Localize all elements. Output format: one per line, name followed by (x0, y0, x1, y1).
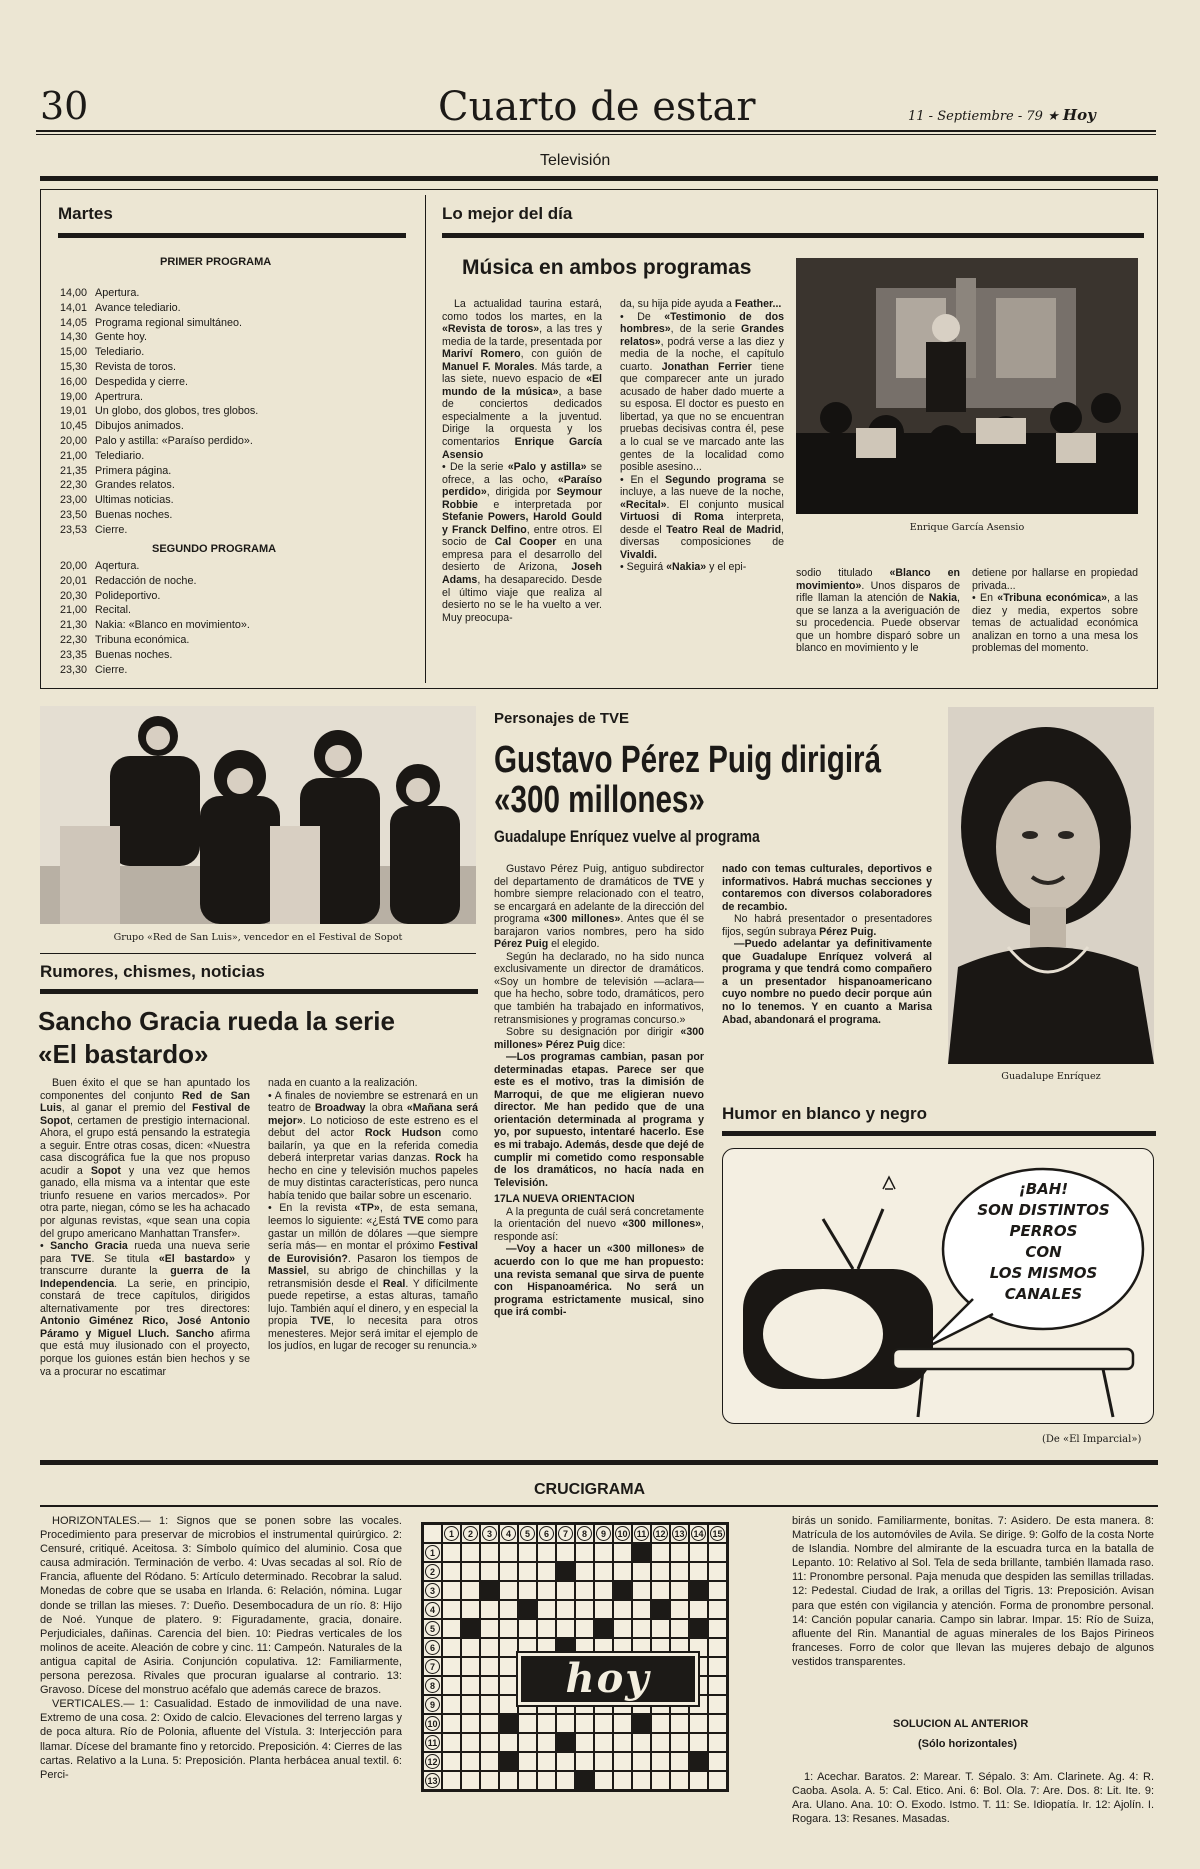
list-item: 20,30 Polideportivo. (60, 589, 161, 602)
header-date (908, 106, 1096, 124)
cartoon-bubble: ¡BAH! SON DISTINTOS PERROS CON LOS MISMOS CANALES (977, 1180, 1110, 1303)
list-item: 22,30 Tribuna económica. (60, 633, 190, 646)
list-item: 21,30 Nakia: «Blanco en movimiento». (60, 619, 250, 632)
best-col-3: sodio titulado «Blanco en movimiento». Unos disparos de rifle llaman la atención de Nakia, que se lanza a la averiguación de su procedencia. Puede observar que un hombre disparó sobre un blanco en movimiento y le (796, 567, 960, 655)
list-item: 15,00 Telediario. (60, 346, 145, 359)
list-item: 22,30 Grandes relatos. (60, 479, 175, 492)
best-heading: Lo mejor del día (442, 204, 573, 223)
section-title: Cuarto de estar (438, 84, 756, 130)
band-photo (40, 706, 476, 924)
guadalupe-image (948, 707, 1154, 1064)
list-item: 16,00 Despedida y cierre. (60, 375, 189, 388)
cartoon-box (722, 1148, 1154, 1424)
personajes-kicker: Personajes de TVE (494, 710, 630, 727)
list-item: 14,01 Avance telediario. (60, 301, 181, 314)
star-icon: ★ (1047, 109, 1059, 124)
personajes-headline (494, 740, 944, 820)
date-text: 11 - Septiembre - 79 (908, 109, 1043, 124)
list-item: 14,30 Gente hoy. (60, 331, 148, 344)
first-program-title: PRIMER PROGRAMA (160, 256, 272, 268)
rumores-heading: Rumores, chismes, noticias (40, 962, 265, 981)
orchestra-image (796, 258, 1138, 514)
solution-text: 1: Acechar. Baratos. 2: Marear. T. Sépalo. 3: Am. Clarinete. Ag. 4: R. Caoba. Asola. A. 5: Cal. Etico. Ani. 6: Bol. Ola. 7: Are. Dos. 8: Lit. Ite. 9: Ara. Ulano. Ana. 10: O. Exodo. Istmo. T. 11: Se. Idiopatía. Ir. 12: Ajolín. I. Rogara. 13: Resanes. Masadas. (792, 1771, 1154, 1826)
paper-logo: Hoy (1062, 106, 1096, 124)
list-item: 23,00 Ultimas noticias. (60, 494, 174, 507)
solution-subtitle: (Sólo horizontales) (918, 1738, 1017, 1750)
list-item: 21,00 Recital. (60, 604, 132, 617)
list-item: 23,30 Cierre. (60, 663, 128, 676)
subsection-label: Televisión (540, 152, 611, 169)
band-image (40, 706, 476, 924)
hoy-logo-text: hoy (565, 1655, 651, 1702)
headline-line-2: «300 millones» (494, 779, 705, 821)
best-col-1: La actualidad taurina estará, como todos los martes, en la «Revista de toros», a las tres y media de la tarde, presentada por Mariví Romero, con guión de Manuel F. Morales. Más tarde, a las siete, nuevo espacio de «El mundo de la música», a base de conciertos dedicados especialmente a la juventud. Dirige la orquesta y los comentarios Enrique García Asensio • De la serie «Palo y astilla» se ofrece, a las ocho, «Paraíso perdido», dirigida por Seymour Robbie e interpretada por Stefanie Powers, Harold Gould y Franck Delfino, entre otros. El socio de Cal Cooper en una empresa para el desarrollo del desierto de Arizona, Joseh Adams, ha desaparecido. Desde el último viaje que realiza al desierto no se le ha vuelto a ver. Muy preocupa- (442, 298, 603, 624)
list-item: 14,05 Programa regional simultáneo. (60, 316, 243, 329)
sancho-headline-1: Sancho Gracia rueda la serie (38, 1006, 395, 1036)
humor-heading: Humor en blanco y negro (722, 1104, 927, 1123)
solution-title: SOLUCION AL ANTERIOR (893, 1718, 1029, 1730)
day-heading: Martes (58, 204, 113, 223)
cartoon-credit: (De «El Imparcial») (1042, 1434, 1142, 1445)
personajes-subhead: Guadalupe Enríquez vuelve al programa (494, 827, 760, 846)
headline-line-1: Gustavo Pérez Puig dirigirá (494, 739, 882, 781)
crossword-title: CRUCIGRAMA (534, 1481, 646, 1498)
list-item: 21,35 Primera página. (60, 464, 172, 477)
best-title: Música en ambos programas (462, 256, 752, 279)
crossword-logo (518, 1653, 698, 1705)
crossword-clues-right: birás un sonido. Familiarmente, bonitas. 7: Asidero. De esta manera. 8: Matrícula de los automóviles de Avila. Se dirige. 9: Golfo de la costa Norte de Islandia. Nombre del almirante de la escuadra turca en la batalla de Lepanto. 10: Relativo al Sol. Tela de seda brillante, también llamada raso. 11: Pronombre personal. Paja menuda que despiden las semillas trilladas. 12: Pedestal. Ciudad de Irak, a orillas del Tigris. 13: Preposición. Avisan para que estén con vigilancia y atención. Forma de pronombre personal. 14: Canción popular canaria. Campo sin labrar. Impar. 15: Río de Suiza, afluente del Rin. Manantial de aguas minerales de los Bajos Pirineos franceses. Forro de color que llevan las mujeres debajo de algunos vestidos transparentes. (792, 1515, 1154, 1668)
orientation-subtitle: 17LA NUEVA ORIENTACION (494, 1193, 635, 1206)
list-item: 23,53 Cierre. (60, 523, 128, 536)
list-item: 19,01 Un globo, dos globos, tres globos. (60, 405, 259, 418)
guadalupe-caption: Guadalupe Enríquez (1001, 1071, 1101, 1082)
best-col-4: detiene por hallarse en propiedad privada... • En «Tribuna económica», a las diez y media, expertos sobre temas de actualidad económica analizan en torno a una mesa los problemas del momento. (972, 567, 1139, 655)
rumores-col-2: nada en cuanto a la realización. • A finales de noviembre se estrenará en un teatro de Broadway la obra «Mañana será mejor». Lo noticioso de este estreno es el debut del actor Rock Hudson como bailarín, ya que en la referida comedia deberá interpretar varias danzas. Rock ha hecho en cine y televisión muchos papeles de muy distintas características, pero nunca había tenido que bailar sobre un escenario. • En la revista «TP», de esta semana, leemos lo siguiente: «¿Está TVE como para gastar un millón de dólares —que siempre sería más— en montar el próximo Festival de Eurovisión?. Pasaron los tiempos de Massiel, su abrigo de chinchillas y la retransmisión desde el Real. Y difícilmente puede repetirse, a estas alturas, tamaño lujo. También aquí el dinero, y en especial la propia TVE, lo necesita para otros menesteres. Mejor será imitar el ejemplo de los judíos, en lugar de recoger su renuncia.» (268, 1077, 479, 1353)
list-item: 14,00 Apertura. (60, 287, 140, 299)
best-col-2: da, su hija pide ayuda a Feather... • De «Testimonio de dos hombres», de la serie Grandes relatos», podrá verse a las diez y media de la noche, el capítulo cuarto. Jonathan Ferrier tiene que comparecer ante un jurado acusado de haber dado muerte a su esposa. El doctor es puesto en libertad, ya que no se encuentran pruebas decisivas contra él, pese a lo cual se ve marcado ante las gentes de la localidad como posible asesino... • En el Segundo programa se incluye, a las nueve de la noche, «Recital». El conjunto musical Virtuosi di Roma interpreta, desde el Teatro Real de Madrid, diversas composiciones de Vivaldi. • Seguirá «Nakia» y el epi- (620, 298, 784, 574)
sancho-headline-2: «El bastardo» (38, 1039, 209, 1069)
second-program-title: SEGUNDO PROGRAMA (152, 543, 277, 555)
guadalupe-photo (948, 707, 1154, 1064)
list-item: 10,45 Dibujos animados. (60, 420, 184, 433)
list-item: 15,30 Revista de toros. (60, 360, 177, 373)
page-number: 30 (40, 84, 89, 128)
rumores-col-1: Buen éxito el que se han apuntado los componentes del conjunto Red de San Luis, al ganar el premio del Festival de Sopot, certamen de prestigio internacional. Ahora, el grupo está pensando la estrategia a seguir. Entre otras cosas, dicen: «Nuestra casa discográfica fue la que nos propuso acudir a Sopot y una vez que hemos ganado, ella misma va a intentar que este triunfo resuene en varios mercados». Por otra parte, niegan, cómo se les ha achacado por algunas revistas, «que sean una copia del grupo americano Manhattan Transfer». • Sancho Gracia rueda una nueva serie para TVE. Se titula «El bastardo» y transcurre durante la guerra de la Independencia. La serie, en principio, constará de trece capítulos, dirigidos alternativamente por tres directores: Antonio Giménez Rico, José Antonio Páramo y Miguel Lluch. Sancho afirma que está muy ilusionado con el proyecto, porque los guiones están bien hechos y se va a procurar no escatimar (40, 1077, 251, 1378)
personajes-col-2: nado con temas culturales, deportivos e informativos. Habrá muchas secciones y contaremos con diversos colaboradores de recambio. No habrá presentador o presentadores fijos, según subraya Pérez Puig. —Puedo adelantar ya definitivamente que Guadalupe Enríquez volverá al programa y que tendrá como compañero a un presentador hispanoamericano cuyo nombre no puedo decir porque aún no lo tenemos. Y en cuanto a Marisa Abad, abandonará el programa. (722, 863, 932, 1026)
personajes-col-1: Gustavo Pérez Puig, antiguo subdirector del departamento de dramáticos de TVE y hombre siempre relacionado con el teatro, se encargará en adelante de la dirección del programa «300 millones». Antes que él se barajaron varios nombres, pero ha sido Pérez Puig el elegido. Según ha declarado, no ha sido nunca exclusivamente un director de dramáticos. «Soy un hombre de televisión —aclara— que ha hecho, sobre todo, dramáticos, pero que también ha trabajado en informativos, retransmisiones y programas concurso.» Sobre su designación por dirigir «300 millones» Pérez Puig dice: —Los programas cambian, pasan por determinadas etapas. Parece ser que este es el motivo, tras la dimisión de Marroqui, de que me eligieran nuevo director. Me han pedido que de una orientación determinada al programa y yo, por supuesto, intentaré hacerlo. Ese es mi trabajo. Además, desde que dejé de cumplir mi cometido como responsable de los dramáticos, no hacía nada en Televisión. 17LA NUEVA ORIENTACION A la pregunta de cuál será concretamente la orientación del nuevo «300 millones», responde así: —Voy a hacer un «300 millones» de acuerdo con lo que me han propuesto: una revista semanal que sirva de puente con Hispanoamérica. No será un programa estrictamente musical, sino que irá combi- (494, 863, 704, 1319)
band-caption: Grupo «Red de San Luis», vencedor en el Festival de Sopot (113, 932, 403, 943)
second-program-list (60, 559, 405, 677)
list-item: 23,50 Buenas noches. (60, 508, 173, 521)
orchestra-caption: Enrique García Asensio (909, 522, 1025, 533)
list-item: 20,01 Redacción de noche. (60, 574, 197, 587)
crossword-grid[interactable]: 1 2 3 4 5 6 7 8 9 10 11 12 13 14 15 1 2 3 4 5 6 7 8 9 10 11 12 13 (421, 1522, 729, 1792)
list-item: 23,35 Buenas noches. (60, 648, 173, 661)
list-item: 20,00 Aqertura. (60, 560, 140, 572)
list-item: 20,00 Palo y astilla: «Paraíso perdido». (60, 434, 253, 447)
crossword-clues-left: HORIZONTALES.— 1: Signos que se ponen sobre las vocales. Procedimiento para preservar de microbios el instrumental quirúrgico. 2: Censuré, critiqué. Aceitosa. 3: Símbolo químico del aluminio. Cosa que causa admiración. Terminación de verbo. 4: Uvas secadas al sol. Río de Francia, afluente del Ródano. 5: Artículo determinado. Recobrar la salud. Monedas de cobre que se usaba en Irlanda. 6: Relación, nómina. Lugar donde se trillan las mieses. 7: Dueño. Desembocadura de un río. 8: Hijo de Noé. Yunque de platero. 9: Figuradamente, gracia, donaire. Perjudiciales, dañinas. Carencia del bien. 10: Piedras verticales de los molinos de aceite. Aleación de cobre y cinc. 11: Campeón. Naturales de la antigua capital de Asiria. Conjunción copulativa. 12: Familiarmente, persona perezosa. Rivales que procuran igualarse al contrario. 13: Gravoso. Dícese del monstruo acéfalo que además carece de brazos. VERTICALES.— 1: Casualidad. Estado de inmovilidad de una nave. Extremo de una cosa. 2: Oxido de calcio. Elevaciones del terreno largas y de poca altura. Río de Polonia, afluente del Vístula. 3: Interjección para llamar. Dícese del bramante fino y retorcido. Preposición. 4: Cierres de las cartas. Relativo a la Luna. 5: Preposición. Planta herbácea anual textil. 6: Perci- (40, 1515, 402, 1781)
first-program-list (60, 286, 405, 538)
list-item: 19,00 Apertrura. (60, 390, 144, 403)
list-item: 21,00 Telediario. (60, 449, 145, 462)
orchestra-photo (796, 258, 1138, 514)
